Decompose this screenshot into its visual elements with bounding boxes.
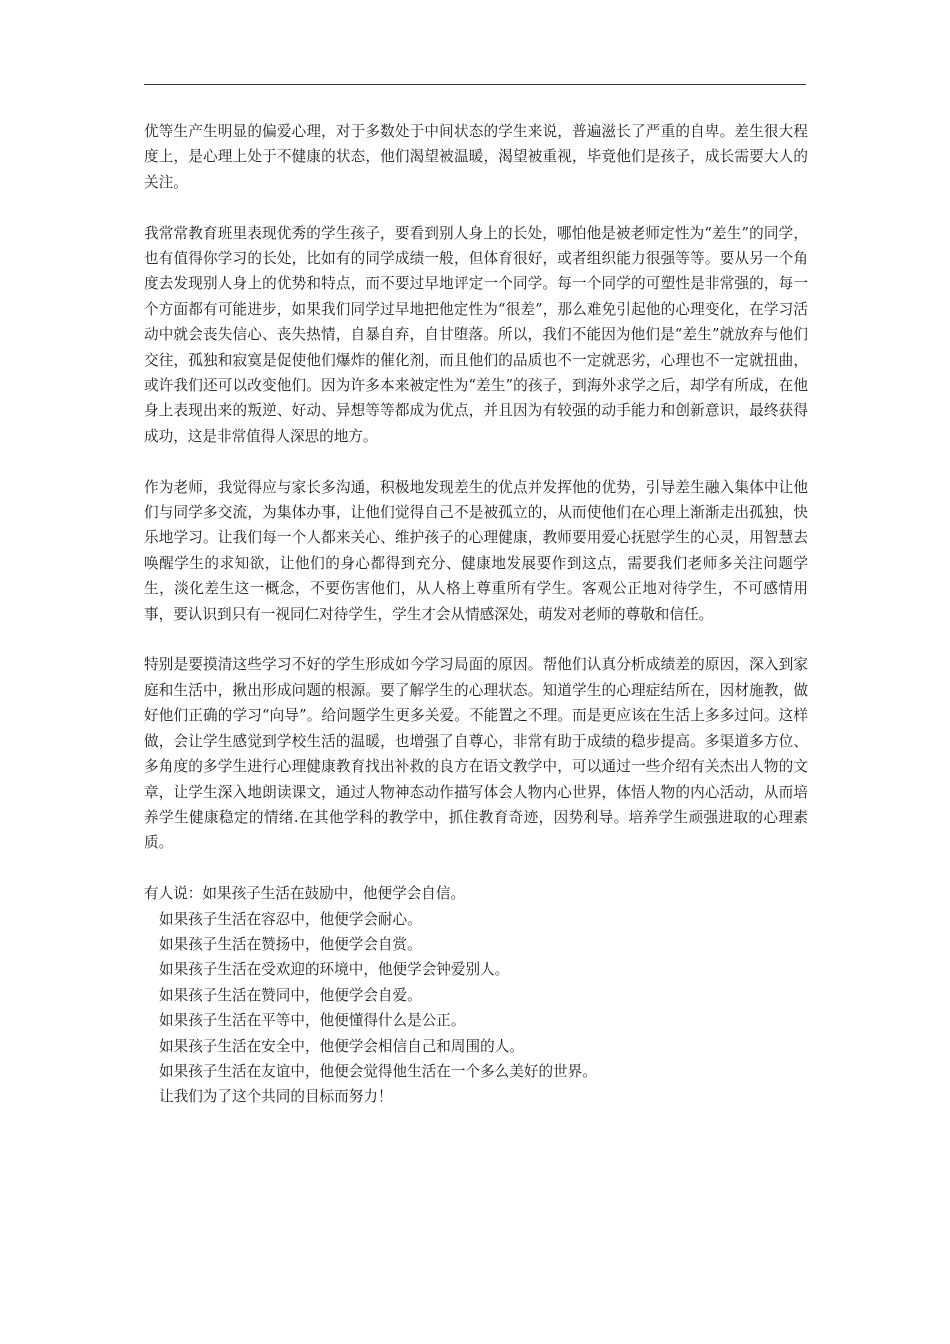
paragraph-2: 我常常教育班里表现优秀的学生孩子，要看到别人身上的长处，哪怕他是被老师定性为“差生”的同学，也有值得你学习的长处，比如有的同学成绩一般，但体育很好，或者组织能力很强等等。要从另一个角度去发现别人身上的优势和特点，而不要过早地评定一个同学。每一个同学的可塑性是非常强的，每一个方面都有可能进步，如果我们同学过早地把他定性为“很差”，那么难免引起他的心理变化，在学习活动中就会丧失信心、丧失热情，自暴自弃，自甘堕落。所以，我们不能因为他们是“差生”就放弃与他们交往，孤独和寂寞是促使他们爆炸的催化剂，而且他们的品质也不一定就恶劣，心理也不一定就扭曲，或许我们还可以改变他们。因为许多本来被定性为“差生”的孩子，到海外求学之后，却学有所成，在他身上表现出来的叛逆、好动、异想等等都成为优点，并且因为有较强的动手能力和创新意识，最终获得成功，这是非常值得人深思的地方。 bbox=[144, 224, 808, 445]
poem-line: 如果孩子生活在受欢迎的环境中，他便学会钟爱别人。 bbox=[159, 961, 510, 979]
paragraph-3: 作为老师，我觉得应与家长多沟通，积极地发现差生的优点并发挥他的优势，引导差生融入集体中让他们与同学多交流，为集体办事，让他们觉得自己不是被孤立的，从而使他们在心理上渐渐走出孤独，快乐地学习。让我们每一个人都来关心、维护孩子的心理健康，教师要用爱心抚慰学生的心灵，用智慧去唤醒学生的求知欲，让他们的身心都得到充分、健康地发展要作到这点，需要我们老师多关注问题学生，淡化差生这一概念，不要伤害他们，从人格上尊重所有学生。客观公正地对待学生，不可感情用事，要认识到只有一视同仁对待学生，学生才会从情感深处，萌发对老师的尊敬和信任。 bbox=[144, 478, 808, 623]
paragraph-1: 优等生产生明显的偏爱心理，对于多数处于中间状态的学生来说，普遍滋长了严重的自卑。差生很大程度上，是心理上处于不健康的状态，他们渴望被温暖，渴望被重视，毕竟他们是孩子，成长需要大人的关注。 bbox=[144, 123, 808, 191]
header-rule bbox=[144, 84, 806, 85]
paragraph-4: 特别是要摸清这些学习不好的学生形成如今学习局面的原因。帮他们认真分析成绩差的原因，深入到家庭和生活中，揪出形成问题的根源。要了解学生的心理状态。知道学生的心理症结所在，因材施教，做好他们正确的学习“向导”。给问题学生更多关爱。不能置之不理。而是更应该在生活上多多过问。这样做，会让学生感觉到学校生活的温暖，也增强了自尊心，非常有助于成绩的稳步提高。多渠道多方位、多角度的多学生进行心理健康教育找出补救的良方在语文教学中，可以通过一些介绍有关杰出人物的文章，让学生深入地朗读课文，通过人物神态动作描写体会人物内心世界，体悟人物的内心活动，从而培养学生健康稳定的情绪.在其他学科的教学中，抓住教育奇迹，因势利导。培养学生顽强进取的心理素质。 bbox=[144, 656, 808, 852]
poem-line: 如果孩子生活在容忍中，他便学会耐心。 bbox=[159, 910, 422, 928]
poem-line: 如果孩子生活在平等中，他便懂得什么是公正。 bbox=[159, 1012, 466, 1030]
document-body bbox=[144, 119, 808, 1110]
poem-line: 如果孩子生活在安全中，他便学会相信自己和周围的人。 bbox=[159, 1037, 524, 1055]
poem-lead: 有人说：如果孩子生活在鼓励中，他便学会自信。 bbox=[144, 885, 466, 903]
poem-line: 如果孩子生活在赞同中，他便学会自爱。 bbox=[159, 986, 422, 1004]
poem-closing-line: 让我们为了这个共同的目标而努力！ bbox=[159, 1088, 393, 1106]
poem-line: 如果孩子生活在友谊中，他便会觉得他生活在一个多么美好的世界。 bbox=[159, 1062, 597, 1080]
poem-line: 如果孩子生活在赞扬中，他便学会自赏。 bbox=[159, 935, 422, 953]
poem-block bbox=[144, 881, 808, 1110]
